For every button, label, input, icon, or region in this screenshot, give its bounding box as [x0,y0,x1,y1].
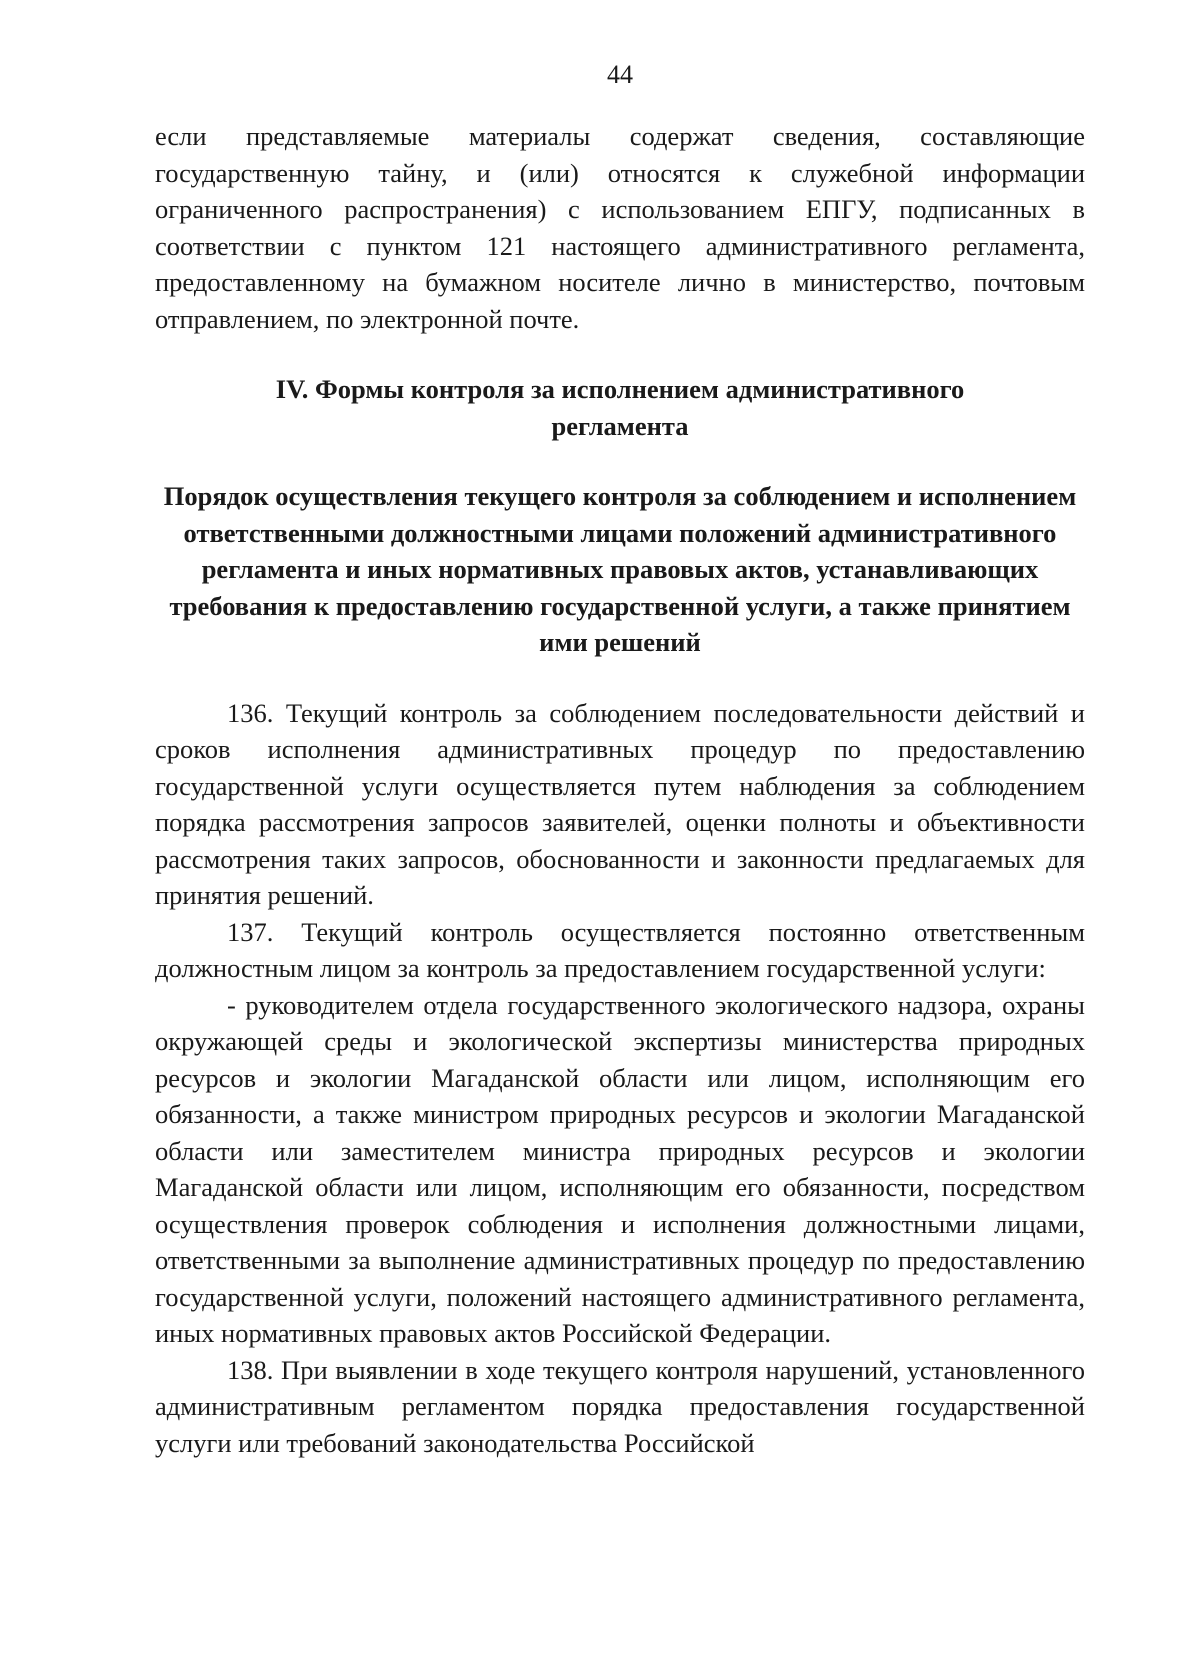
paragraph-138: 138. При выявлении в ходе текущего контроля нарушений, установленного административным регламентом порядка предоставления государственной услуги или требований законодательства Российской [155,1354,1085,1458]
subsection-heading: Порядок осуществления текущего контроля за соблюдением и исполнением ответственными должностными лицами положений административного регламента и иных нормативных правовых актов, устанавливающих требования к предоставлению государственной услуги, а также принятием ими решений [163,481,1077,657]
paragraph-137-item: - руководителем отдела государственного экологического надзора, охраны окружающей среды и экологической экспертизы министерства природных ресурсов и экологии Магаданской области или лицом, исполняющим его обязанности, а также министром природных ресурсов и экологии Магаданской области или заместителем министра природных ресурсов и экологии Магаданской области или лицом, исполняющим его обязанности, посредством осуществления проверок соблюдения и исполнения должностными лицами, ответственными за выполнение административных процедур по предоставлению государственной услуги, положений настоящего административного регламента, иных нормативных правовых актов Российской Федерации. [155,989,1085,1348]
page-number: 44 [607,60,633,89]
paragraph-137: 137. Текущий контроль осуществляется постоянно ответственным должностным лицом за контроль за предоставлением государственной услуги: [155,916,1085,983]
section-heading: IV. Формы контроля за исполнением административного регламента [275,374,965,441]
document-body [155,118,1085,1461]
paragraph-continuation: если представляемые материалы содержат сведения, составляющие государственную тайну, и (или) относятся к служебной информации ограниченного распространения) с использованием ЕПГУ, подписанных в соответствии с пунктом 121 настоящего административного регламента, предоставленному на бумажном носителе лично в министерство, почтовым отправлением, по электронной почте. [155,121,1085,334]
paragraph-136: 136. Текущий контроль за соблюдением последовательности действий и сроков исполнения административных процедур по предоставлению государственной услуги осуществляется путем наблюдения за соблюдением порядка рассмотрения запросов заявителей, оценки полноты и объективности рассмотрения таких запросов, обоснованности и законности предлагаемых для принятия решений. [155,697,1085,910]
